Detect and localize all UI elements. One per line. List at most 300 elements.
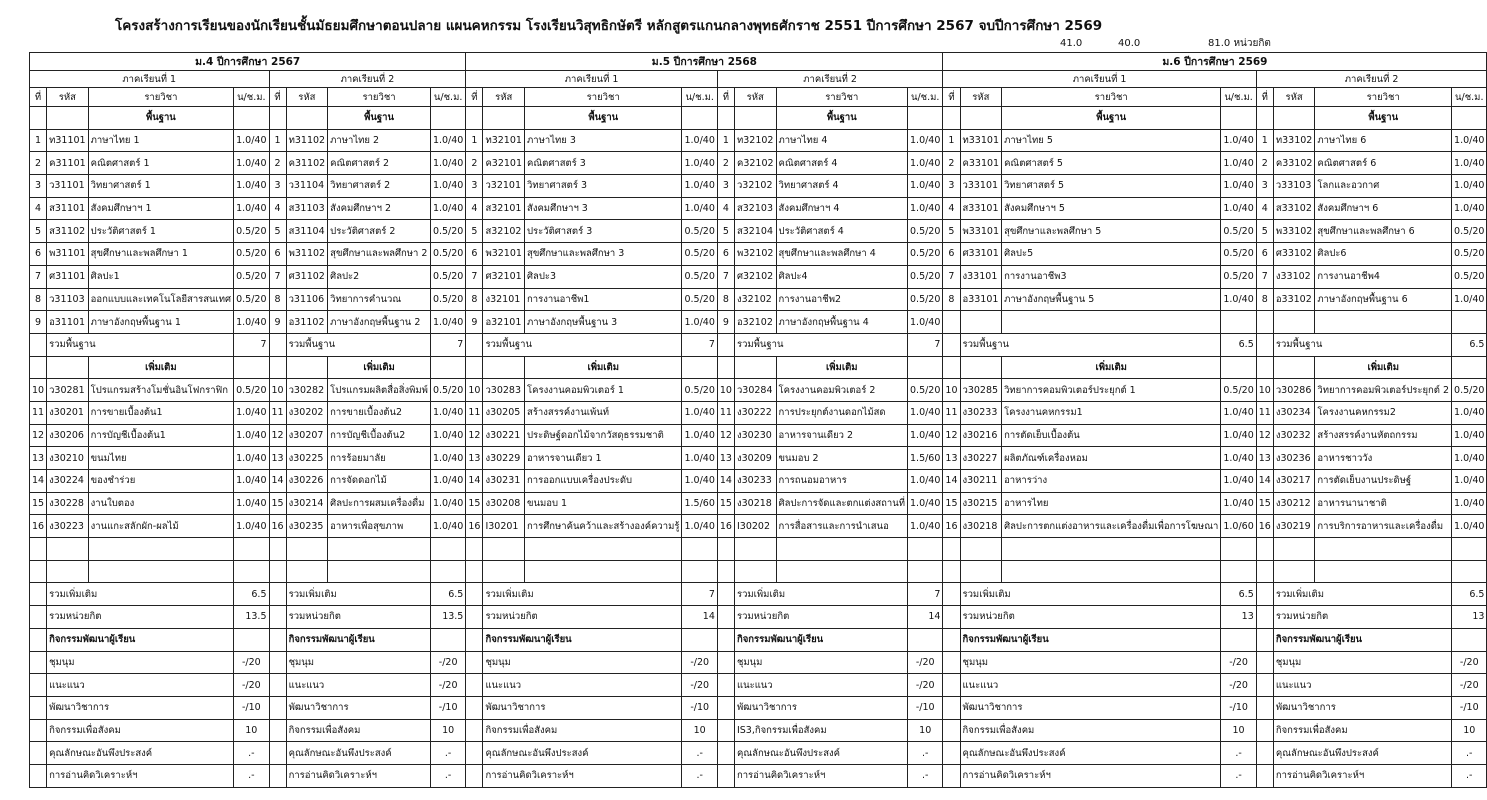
subject-no: 1: [717, 129, 734, 152]
section-label-extra: เพิ่มเติม: [328, 356, 431, 379]
sum-label: รวมเพิ่มเติม: [286, 583, 430, 606]
table-cell: [1452, 560, 1487, 583]
subject-row: [30, 470, 1487, 493]
table-cell: [943, 333, 960, 356]
table-cell: [430, 107, 465, 130]
subject-code: ศ33102: [1273, 243, 1315, 266]
subject-no: 8: [269, 288, 286, 311]
subject-unit: 1.0/40: [682, 129, 717, 152]
subject-unit: 1.0/40: [682, 470, 717, 493]
subject-no: 13: [269, 447, 286, 470]
table-cell: [717, 628, 734, 651]
activity-value: 10: [908, 719, 943, 742]
subject-unit: 1.0/40: [234, 152, 269, 175]
subject-unit: 0.5/20: [908, 243, 943, 266]
subject-name: วิทยาศาสตร์ 3: [525, 175, 682, 198]
subject-code: I30202: [734, 515, 776, 538]
subject-code: อ33101: [960, 288, 1002, 311]
subject-code: ง30201: [47, 401, 89, 424]
subject-name: ขนมอบ 1: [525, 492, 682, 515]
subject-row: [30, 243, 1487, 266]
subject-no: 10: [717, 379, 734, 402]
table-cell: [943, 742, 960, 765]
subject-no: 5: [717, 220, 734, 243]
activity-value: -/20: [430, 674, 465, 697]
activity-value: .-: [1452, 742, 1487, 765]
subject-unit: 1.0/40: [234, 401, 269, 424]
table-cell: [717, 764, 734, 787]
subject-code: ส31104: [286, 220, 328, 243]
table-cell: [908, 107, 943, 130]
activity-name: กิจกรรมเพื่อสังคม: [960, 719, 1221, 742]
subject-no: 14: [269, 470, 286, 493]
subject-unit: 1.0/40: [1452, 447, 1487, 470]
subject-code: ง30226: [286, 470, 328, 493]
document-title: โครงสร้างการเรียนของนักเรียนชั้นมัธยมศึกษาตอนปลาย แผนคหกรรม โรงเรียนวิสุทธิกษัตรี หลักสูตรแกนกลางพุทธศักราช 2551 ปีการศึกษา 2567 จบปีการศึกษา 2569: [115, 18, 1103, 34]
credit-value-a: 41.0: [1060, 38, 1083, 49]
subject-no: 14: [717, 470, 734, 493]
subject-name: การตัดเย็บงานประดิษฐ์: [1315, 470, 1452, 493]
activity-value: .-: [682, 742, 717, 765]
subject-code: ง30222: [734, 401, 776, 424]
table-cell: [908, 356, 943, 379]
subject-name: การบัญชีเบื้องต้น2: [328, 424, 431, 447]
subject-code: อ31101: [47, 311, 89, 334]
activity-name: แนะแนว: [960, 674, 1221, 697]
table-cell: [717, 674, 734, 697]
subject-unit: 1.0/40: [430, 470, 465, 493]
table-cell: [269, 606, 286, 629]
subject-code: ง30235: [286, 515, 328, 538]
subject-unit: 1.0/40: [1221, 492, 1256, 515]
subject-code: ง30223: [47, 515, 89, 538]
subject-code: ว32102: [734, 175, 776, 198]
subject-unit: 1.0/40: [234, 424, 269, 447]
subject-no: 14: [1256, 470, 1273, 493]
subject-no: 9: [717, 311, 734, 334]
subject-unit: 1.0/40: [908, 401, 943, 424]
subject-no: 16: [943, 515, 960, 538]
table-cell: [466, 719, 483, 742]
subject-code: พ31101: [47, 243, 89, 266]
subject-name: ประวัติศาสตร์ 3: [525, 220, 682, 243]
activity-value: .-: [430, 742, 465, 765]
subject-unit: 1.0/40: [430, 447, 465, 470]
subject-code: ง30227: [960, 447, 1002, 470]
basic-total-label: รวมพื้นฐาน: [1273, 333, 1451, 356]
table-cell: [466, 356, 483, 379]
subject-code: ศ33101: [960, 243, 1002, 266]
subject-unit: 1.0/40: [234, 447, 269, 470]
subject-no: 11: [1256, 401, 1273, 424]
subject-unit: 1.0/40: [1221, 424, 1256, 447]
subject-unit: 1.0/40: [1452, 175, 1487, 198]
table-cell: [30, 606, 47, 629]
table-cell: [466, 628, 483, 651]
col-header-no: ที่: [269, 88, 286, 107]
activity-name: การอ่านคิดวิเคราะห์ฯ: [286, 764, 430, 787]
subject-no: 12: [269, 424, 286, 447]
activity-value: -/20: [1221, 674, 1256, 697]
subject-name: วิทยาศาสตร์ 2: [328, 175, 431, 198]
table-cell: [776, 560, 907, 583]
subject-unit: 0.5/20: [430, 379, 465, 402]
activity-value: .-: [682, 764, 717, 787]
subject-no: [943, 311, 960, 334]
basic-total-value: 7: [908, 333, 943, 356]
subject-unit: 1.0/40: [1452, 129, 1487, 152]
activity-name: พัฒนาวิชาการ: [483, 696, 682, 719]
table-cell: [1256, 583, 1273, 606]
subject-code: ว31101: [47, 175, 89, 198]
semester-header: ภาคเรียนที่ 2: [717, 71, 943, 88]
subject-unit: 1.0/40: [908, 311, 943, 334]
subject-unit: 1.0/40: [234, 515, 269, 538]
activity-value: 10: [430, 719, 465, 742]
subject-name: วิทยาศาสตร์ 5: [1002, 175, 1221, 198]
subject-row: [30, 152, 1487, 175]
subject-no: 1: [466, 129, 483, 152]
subject-unit: 0.5/20: [682, 379, 717, 402]
activity-value: -/20: [682, 674, 717, 697]
table-cell: [269, 674, 286, 697]
subject-no: 7: [1256, 265, 1273, 288]
col-header-code: รหัส: [483, 88, 525, 107]
subject-no: 13: [943, 447, 960, 470]
subject-code: ง30231: [483, 470, 525, 493]
subject-no: 11: [269, 401, 286, 424]
section-label-basic: พื้นฐาน: [1002, 107, 1221, 130]
subject-unit: 1.0/40: [908, 470, 943, 493]
table-cell: [682, 628, 717, 651]
subject-no: 8: [943, 288, 960, 311]
table-cell: [234, 560, 269, 583]
subject-code: ง30218: [734, 492, 776, 515]
subject-name: ศิลปะ1: [88, 265, 233, 288]
subject-no: 6: [30, 243, 47, 266]
table-cell: [286, 538, 328, 561]
subject-name: ศิลปะการตกแต่งอาหารและเครื่องดื่มเพื่อการโฆษณา: [1002, 515, 1221, 538]
col-header-no: ที่: [1256, 88, 1273, 107]
basic-total-label: รวมพื้นฐาน: [286, 333, 430, 356]
col-header-unit: น/ช.ม.: [908, 88, 943, 107]
basic-total-label: รวมพื้นฐาน: [734, 333, 907, 356]
subject-name: สร้างสรรค์งานเพ้นท์: [525, 401, 682, 424]
blank-row: [30, 538, 1487, 561]
subject-unit: 0.5/20: [1221, 379, 1256, 402]
subject-no: 11: [30, 401, 47, 424]
subject-name: สังคมศึกษาฯ 4: [776, 197, 907, 220]
col-header-no: ที่: [30, 88, 47, 107]
table-cell: [776, 538, 907, 561]
subject-no: 12: [943, 424, 960, 447]
subject-unit: 1.0/40: [1452, 152, 1487, 175]
subject-code: ว31103: [47, 288, 89, 311]
activity-name: ชุมนุม: [47, 651, 234, 674]
table-cell: [1002, 538, 1221, 561]
subject-no: 10: [269, 379, 286, 402]
basic-total-value: 7: [430, 333, 465, 356]
subject-name: ประวัติศาสตร์ 4: [776, 220, 907, 243]
activity-name: การอ่านคิดวิเคราะห์ฯ: [1273, 764, 1451, 787]
col-header-code: รหัส: [1273, 88, 1315, 107]
subject-no: 8: [466, 288, 483, 311]
activity-name: คุณลักษณะอันพึงประสงค์: [47, 742, 234, 765]
subject-name: อาหารจานเดียว 1: [525, 447, 682, 470]
activity-title: กิจกรรมพัฒนาผู้เรียน: [483, 628, 682, 651]
subject-unit: 1.0/40: [1221, 447, 1256, 470]
activity-value: -/20: [1221, 651, 1256, 674]
subject-no: 4: [466, 197, 483, 220]
basic-total-label: รวมพื้นฐาน: [483, 333, 682, 356]
table-cell: [717, 696, 734, 719]
column-header-row: [30, 88, 1487, 107]
activity-name: ชุมนุม: [286, 651, 430, 674]
subject-name: ศิลปะ6: [1315, 243, 1452, 266]
activity-name: กิจกรรมเพื่อสังคม: [483, 719, 682, 742]
subject-code: ว30286: [1273, 379, 1315, 402]
subject-code: ง30209: [734, 447, 776, 470]
subject-no: 7: [30, 265, 47, 288]
activity-name: แนะแนว: [1273, 674, 1451, 697]
subject-no: 9: [466, 311, 483, 334]
subject-code: ง30208: [483, 492, 525, 515]
subject-no: 1: [269, 129, 286, 152]
section-label-extra: เพิ่มเติม: [1002, 356, 1221, 379]
col-header-subject: รายวิชา: [776, 88, 907, 107]
subject-unit: 1.0/40: [1221, 288, 1256, 311]
subject-no: 9: [30, 311, 47, 334]
subject-no: 5: [30, 220, 47, 243]
subject-code: ง30233: [960, 401, 1002, 424]
col-header-unit: น/ช.ม.: [682, 88, 717, 107]
subject-code: ง30224: [47, 470, 89, 493]
subject-code: [1273, 311, 1315, 334]
subject-name: การงานอาชีพ2: [776, 288, 907, 311]
subject-name: ภาษาไทย 1: [88, 129, 233, 152]
subject-no: 14: [466, 470, 483, 493]
table-cell: [466, 742, 483, 765]
activity-value: -/20: [430, 651, 465, 674]
subject-unit: 1.0/40: [908, 152, 943, 175]
subject-no: 1: [1256, 129, 1273, 152]
subject-name: ภาษาไทย 6: [1315, 129, 1452, 152]
subject-name: ศิลปะ4: [776, 265, 907, 288]
col-header-subject: รายวิชา: [525, 88, 682, 107]
subject-no: 2: [269, 152, 286, 175]
table-cell: [908, 560, 943, 583]
credit-value-b: 40.0: [1118, 38, 1141, 49]
subject-unit: 1.0/40: [234, 311, 269, 334]
subject-unit: 1.0/40: [908, 492, 943, 515]
subject-code: ว30285: [960, 379, 1002, 402]
activity-value: 10: [1452, 719, 1487, 742]
activity-value: .-: [908, 742, 943, 765]
subject-name: ออกแบบและเทคโนโลยีสารสนเทศ: [88, 288, 233, 311]
table-cell: [943, 583, 960, 606]
subject-code: ส33102: [1273, 197, 1315, 220]
subject-name: ภาษาอังกฤษพื้นฐาน 5: [1002, 288, 1221, 311]
table-cell: [466, 538, 483, 561]
subject-no: 3: [30, 175, 47, 198]
subject-code: ค31102: [286, 152, 328, 175]
subject-code: ว33103: [1273, 175, 1315, 198]
subject-no: 16: [466, 515, 483, 538]
subject-code: พ33101: [960, 220, 1002, 243]
table-cell: [483, 560, 525, 583]
subject-name: สังคมศึกษาฯ 1: [88, 197, 233, 220]
table-cell: [466, 674, 483, 697]
subject-no: 9: [269, 311, 286, 334]
subject-no: 5: [269, 220, 286, 243]
sum-label: รวมเพิ่มเติม: [1273, 583, 1451, 606]
activity-value: -/20: [234, 651, 269, 674]
activity-value: 10: [682, 719, 717, 742]
subject-no: 16: [269, 515, 286, 538]
table-cell: [269, 628, 286, 651]
table-cell: [30, 538, 47, 561]
subject-name: ศิลปะการจัดและตกแต่งสถานที่: [776, 492, 907, 515]
subject-name: การขายเบื้องต้น1: [88, 401, 233, 424]
table-cell: [269, 742, 286, 765]
table-cell: [1256, 606, 1273, 629]
subject-row: [30, 175, 1487, 198]
subject-name: ขนมอบ 2: [776, 447, 907, 470]
col-header-no: ที่: [466, 88, 483, 107]
subject-no: 12: [717, 424, 734, 447]
subject-no: 15: [269, 492, 286, 515]
activity-title: กิจกรรมพัฒนาผู้เรียน: [286, 628, 430, 651]
activity-name: แนะแนว: [734, 674, 907, 697]
subject-name: การออกแบบเครื่องประดับ: [525, 470, 682, 493]
subject-name: การงานอาชีพ1: [525, 288, 682, 311]
subject-name: โครงงานคอมพิวเตอร์ 2: [776, 379, 907, 402]
subject-name: งานใบตอง: [88, 492, 233, 515]
subject-code: ง33101: [960, 265, 1002, 288]
semester-header-row: [30, 71, 1487, 88]
subject-code: ง30212: [1273, 492, 1315, 515]
subject-code: ง30205: [483, 401, 525, 424]
subject-row: [30, 129, 1487, 152]
subject-unit: 1.0/40: [682, 515, 717, 538]
table-cell: [466, 583, 483, 606]
blank-row: [30, 560, 1487, 583]
subject-code: ค31101: [47, 152, 89, 175]
subject-no: 5: [1256, 220, 1273, 243]
table-cell: [269, 538, 286, 561]
subject-name: การประยุกต์งานดอกไม้สด: [776, 401, 907, 424]
subject-name: ภาษาไทย 4: [776, 129, 907, 152]
activity-title: กิจกรรมพัฒนาผู้เรียน: [1273, 628, 1451, 651]
table-cell: [908, 628, 943, 651]
subject-no: 2: [943, 152, 960, 175]
subject-unit: 0.5/20: [430, 243, 465, 266]
subject-name: อาหารไทย: [1002, 492, 1221, 515]
subject-no: 8: [717, 288, 734, 311]
activity-name: กิจกรรมเพื่อสังคม: [1273, 719, 1451, 742]
table-cell: [269, 107, 286, 130]
table-cell: [1273, 107, 1315, 130]
table-cell: [30, 107, 47, 130]
subject-name: สุขศึกษาและพลศึกษา 4: [776, 243, 907, 266]
table-cell: [734, 560, 776, 583]
table-cell: [269, 583, 286, 606]
subject-unit: 1.0/40: [430, 129, 465, 152]
subject-code: ว30281: [47, 379, 89, 402]
table-cell: [960, 356, 1002, 379]
table-cell: [717, 538, 734, 561]
subject-no: 13: [1256, 447, 1273, 470]
subject-name: การจัดดอกไม้: [328, 470, 431, 493]
activity-name: คุณลักษณะอันพึงประสงค์: [1273, 742, 1451, 765]
table-cell: [943, 651, 960, 674]
sum-label: รวมเพิ่มเติม: [47, 583, 234, 606]
subject-no: 3: [466, 175, 483, 198]
activity-value: 10: [234, 719, 269, 742]
subject-unit: 1.0/40: [682, 401, 717, 424]
subject-code: ค33102: [1273, 152, 1315, 175]
subject-name: คณิตศาสตร์ 1: [88, 152, 233, 175]
subject-unit: 1.0/40: [1221, 470, 1256, 493]
subject-name: การศึกษาค้นคว้าและสร้างองค์ความรู้: [525, 515, 682, 538]
subject-name: การบริการอาหารและเครื่องดื่ม: [1315, 515, 1452, 538]
subject-unit: 0.5/20: [908, 220, 943, 243]
activity-name: ชุมนุม: [734, 651, 907, 674]
semester-header: ภาคเรียนที่ 1: [30, 71, 270, 88]
subject-unit: 1.0/40: [682, 175, 717, 198]
subject-code: ง30236: [1273, 447, 1315, 470]
subject-name: สร้างสรรค์งานหัตถกรรม: [1315, 424, 1452, 447]
subject-code: ส32102: [483, 220, 525, 243]
table-cell: [1256, 538, 1273, 561]
curriculum-table: [29, 52, 1487, 788]
subject-code: ง32102: [734, 288, 776, 311]
subject-no: 10: [943, 379, 960, 402]
basic-total-label: รวมพื้นฐาน: [960, 333, 1221, 356]
table-cell: [466, 560, 483, 583]
subject-no: 2: [466, 152, 483, 175]
activity-row: [30, 696, 1487, 719]
table-cell: [943, 538, 960, 561]
subject-no: 5: [943, 220, 960, 243]
activity-value: -/20: [1452, 651, 1487, 674]
table-cell: [1256, 651, 1273, 674]
activity-name: คุณลักษณะอันพึงประสงค์: [483, 742, 682, 765]
total-row: [30, 583, 1487, 606]
subject-name: สุขศึกษาและพลศึกษา 5: [1002, 220, 1221, 243]
subject-no: 14: [943, 470, 960, 493]
subject-unit: 0.5/20: [908, 379, 943, 402]
col-header-subject: รายวิชา: [88, 88, 233, 107]
table-cell: [30, 628, 47, 651]
subject-code: ง30214: [286, 492, 328, 515]
subject-code: ส31103: [286, 197, 328, 220]
table-cell: [1452, 628, 1487, 651]
subject-code: ว31106: [286, 288, 328, 311]
subject-unit: 0.5/20: [1452, 265, 1487, 288]
activity-title-row: [30, 628, 1487, 651]
subject-name: การสื่อสารและการนำเสนอ: [776, 515, 907, 538]
subject-name: โปรแกรมผลิตสื่อสิ่งพิมพ์: [328, 379, 431, 402]
subject-no: 2: [30, 152, 47, 175]
subject-name: อาหารนานาชาติ: [1315, 492, 1452, 515]
table-cell: [430, 356, 465, 379]
subject-name: โครงงานคหกรรม2: [1315, 401, 1452, 424]
activity-value: -/20: [908, 651, 943, 674]
table-cell: [430, 538, 465, 561]
activity-name: การอ่านคิดวิเคราะห์ฯ: [47, 764, 234, 787]
activity-name: แนะแนว: [47, 674, 234, 697]
